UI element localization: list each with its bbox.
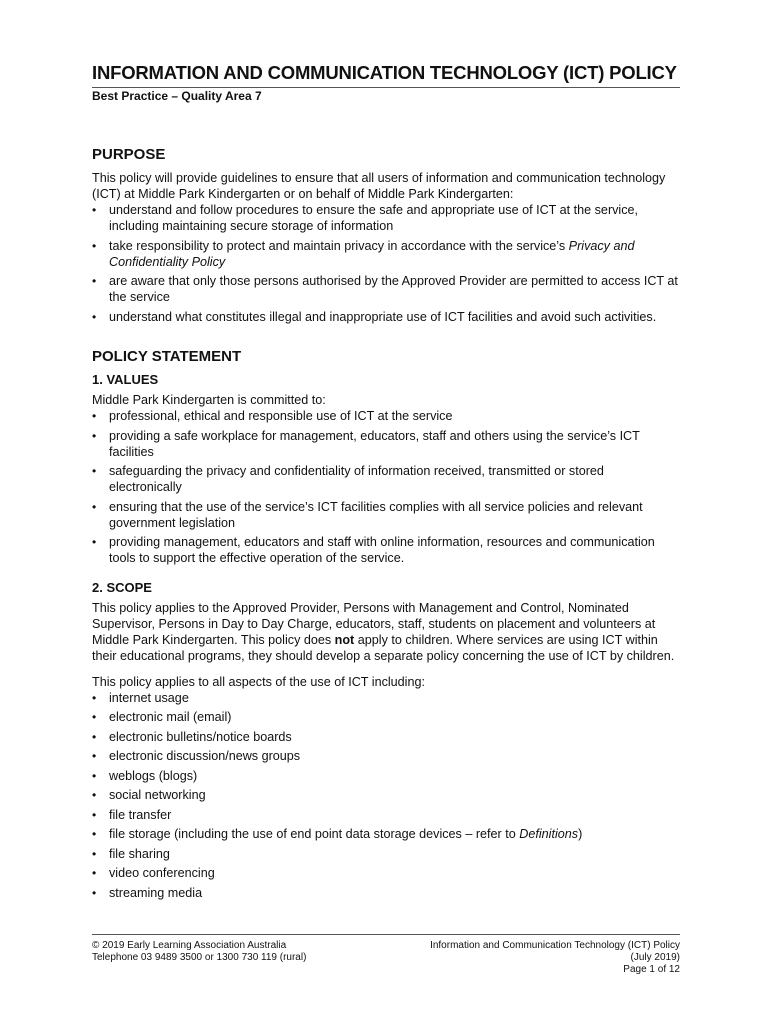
copyright-text: © 2019 Early Learning Association Australia bbox=[92, 940, 287, 951]
purpose-intro: This policy will provide guidelines to ensure that all users of information and communication technology (ICT) at Middle Park Kindergarten or on behalf of Middle Park Kindergarten: bbox=[92, 171, 666, 201]
list-item: • providing management, educators and staff with online information, resources and communication tools to support the effective operation of the service. bbox=[92, 534, 680, 566]
footer-doc-title: Information and Communication Technology (ICT) Policy bbox=[430, 940, 680, 951]
page-subtitle: Best Practice – Quality Area 7 bbox=[92, 89, 262, 103]
page-number: Page 1 of 12 bbox=[623, 964, 680, 975]
list-item: • electronic bulletins/notice boards bbox=[92, 729, 680, 745]
purpose-list bbox=[92, 202, 680, 325]
list-item: • video conferencing bbox=[92, 865, 680, 881]
list-item: • understand and follow procedures to ensure the safe and appropriate use of ICT at the service, including maintaining secure storage of information bbox=[92, 202, 680, 234]
scope-heading: 2. SCOPE bbox=[92, 579, 152, 595]
values-list bbox=[92, 408, 680, 566]
policy-reference: Privacy and Confidentiality Policy bbox=[109, 238, 635, 269]
list-item: • social networking bbox=[92, 787, 680, 803]
document-body bbox=[92, 146, 680, 904]
footer-date: (July 2019) bbox=[630, 952, 680, 963]
footer-left bbox=[92, 940, 306, 964]
emphasis-not: not bbox=[334, 632, 355, 647]
scope-list bbox=[92, 690, 680, 901]
list-item: • file storage (including the use of end point data storage devices – refer to Definitions) bbox=[92, 826, 680, 842]
document-page bbox=[92, 0, 680, 1024]
list-item: • electronic mail (email) bbox=[92, 709, 680, 725]
list-item: • are aware that only those persons authorised by the Approved Provider are permitted to access ICT at the service bbox=[92, 273, 680, 305]
purpose-heading: PURPOSE bbox=[92, 146, 166, 163]
policy-statement-heading: POLICY STATEMENT bbox=[92, 348, 242, 365]
list-item: • professional, ethical and responsible use of ICT at the service bbox=[92, 408, 680, 424]
telephone-text: Telephone 03 9489 3500 or 1300 730 119 (rural) bbox=[92, 952, 307, 963]
list-item: • understand what constitutes illegal and inappropriate use of ICT facilities and avoid such activities. bbox=[92, 309, 680, 325]
values-heading: 1. VALUES bbox=[92, 372, 159, 387]
list-item: • internet usage bbox=[92, 690, 680, 706]
list-item: • file transfer bbox=[92, 807, 680, 823]
page-footer bbox=[92, 934, 680, 975]
list-item: • streaming media bbox=[92, 885, 680, 901]
footer-right bbox=[430, 940, 680, 976]
list-item: • take responsibility to protect and maintain privacy in accordance with the service’s Privacy and Confidentiality Policy bbox=[92, 238, 680, 270]
list-item: • safeguarding the privacy and confidentiality of information received, transmitted or stored electronically bbox=[92, 463, 680, 495]
definitions-reference: Definitions bbox=[519, 827, 579, 841]
scope-list-intro: This policy applies to all aspects of the use of ICT including: bbox=[92, 674, 425, 689]
scope-paragraph: This policy applies to the Approved Provider, Persons with Management and Control, Nominated Supervisor, Persons in Day to Day Charge, educators, staff, students on placement and volunteers at Middle Park Kindergarten. This policy does not apply to children. Where services are using ICT within their educational programs, they should develop a separate policy concerning the use of ICT by children. bbox=[92, 600, 675, 663]
list-item: • ensuring that the use of the service’s ICT facilities complies with all service policies and relevant government legislation bbox=[92, 499, 680, 531]
values-intro: Middle Park Kindergarten is committed to: bbox=[92, 393, 326, 407]
page-title: INFORMATION AND COMMUNICATION TECHNOLOGY (ICT) POLICY bbox=[92, 62, 680, 88]
list-item: • providing a safe workplace for management, educators, staff and others using the service’s ICT facilities bbox=[92, 428, 680, 460]
list-item: • electronic discussion/news groups bbox=[92, 748, 680, 764]
list-item: • weblogs (blogs) bbox=[92, 768, 680, 784]
list-item: • file sharing bbox=[92, 846, 680, 862]
